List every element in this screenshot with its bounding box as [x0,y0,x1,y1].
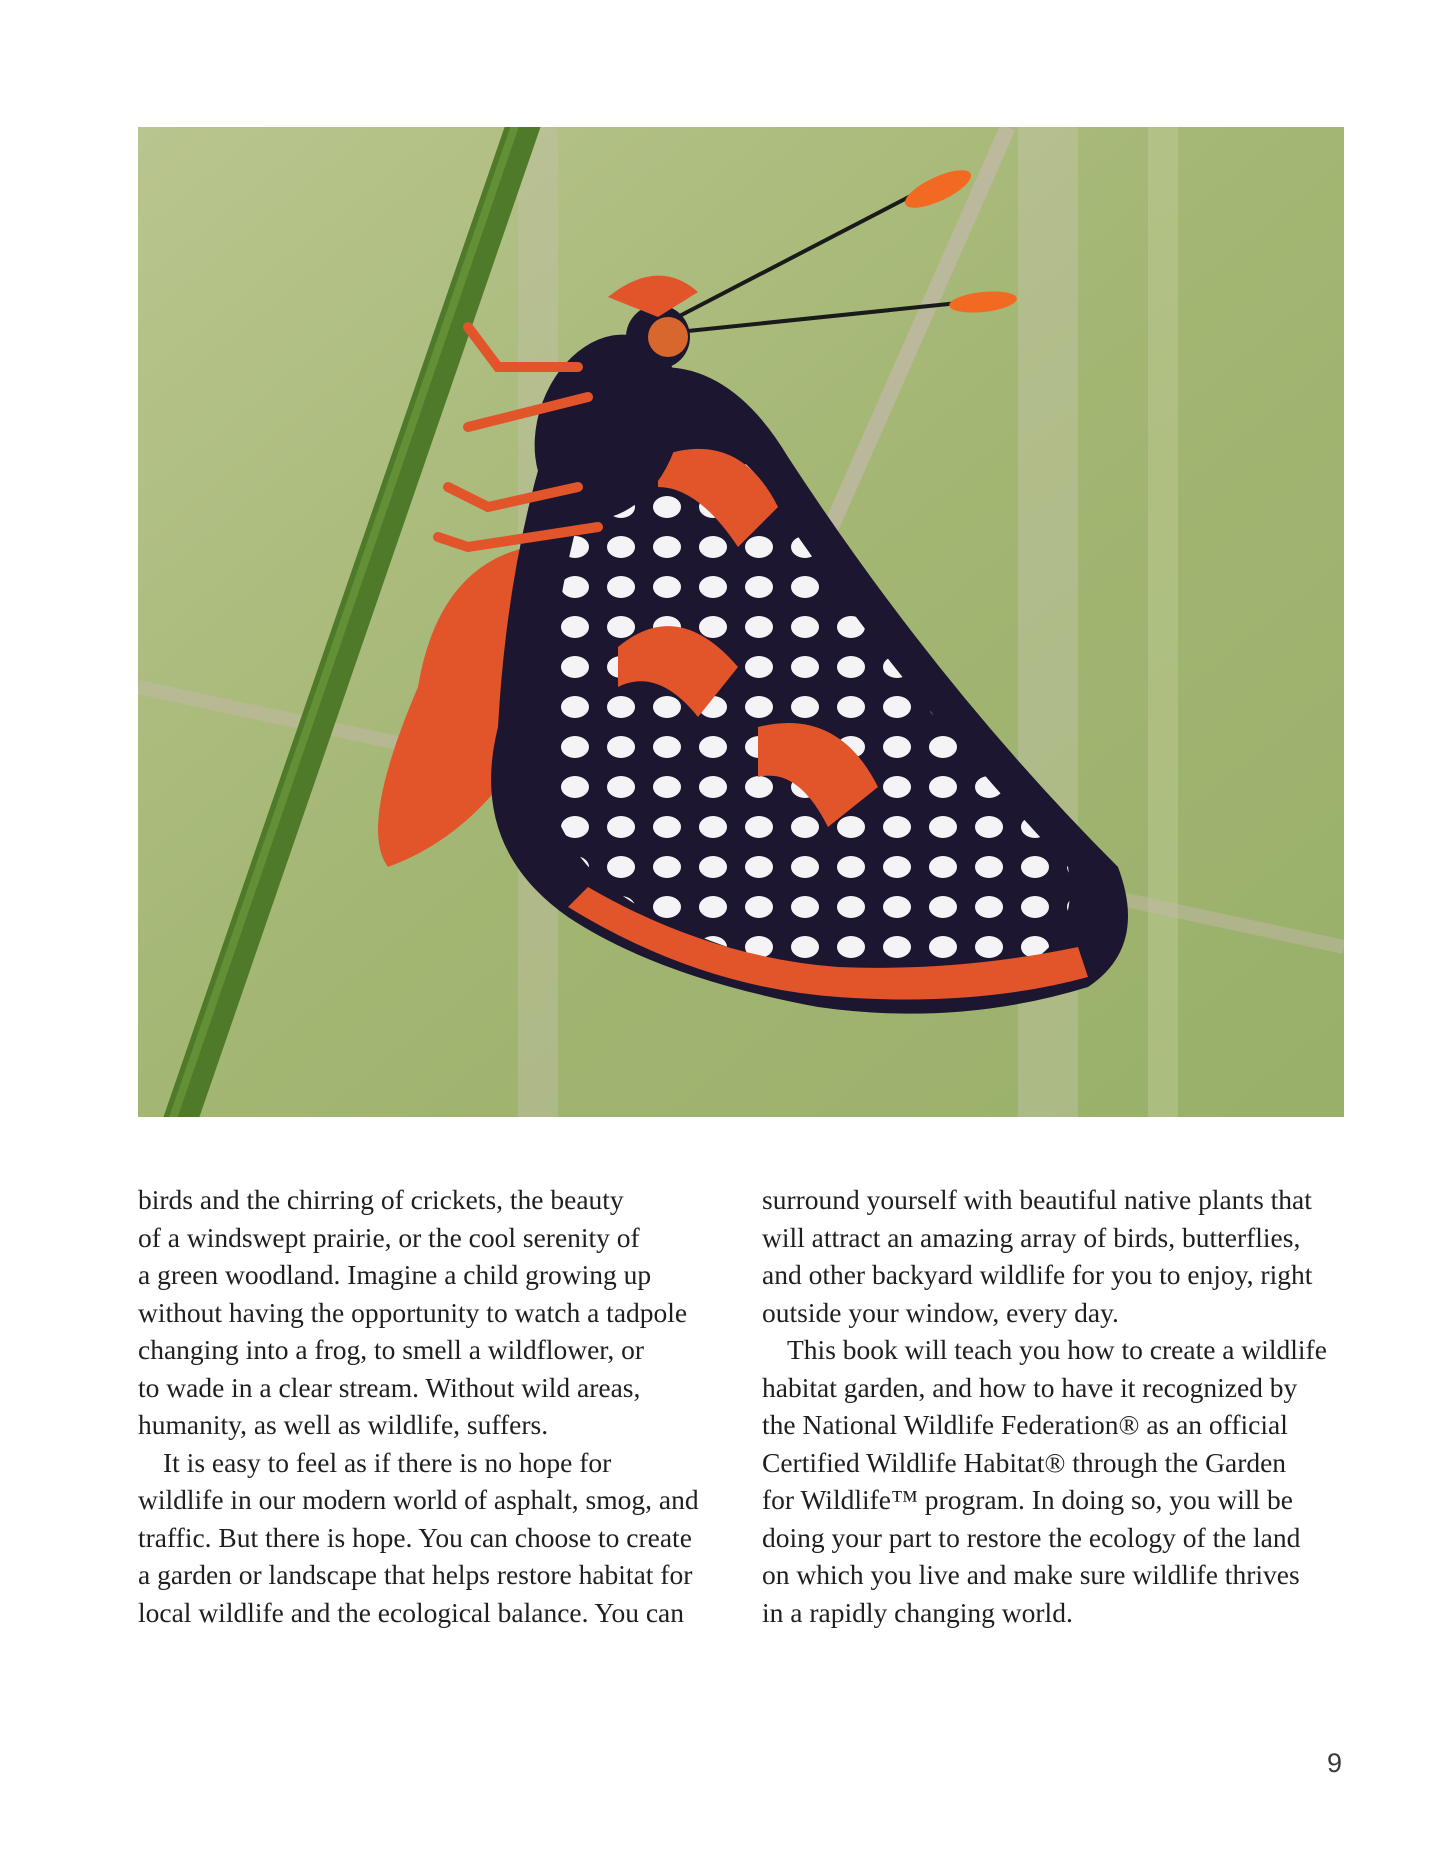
text-line: to wade in a clear stream. Without wild areas, [138,1371,641,1403]
paragraph [138,1444,738,1632]
text-line: doing your part to restore the ecology of the land [762,1521,1301,1553]
text-line: Certified Wildlife Habitat® through the Garden [762,1446,1287,1478]
text-line: will attract an amazing array of birds, butterflies, [762,1221,1301,1253]
text-line: of a windswept prairie, or the cool serenity of [138,1221,640,1253]
text-line: wildlife in our modern world of asphalt, smog, and [138,1484,699,1515]
text-line: humanity, as well as wildlife, suffers. [138,1409,549,1440]
text-line: the National Wildlife Federation® as an official [762,1409,1288,1440]
text-column-right [762,1181,1362,1631]
text-line: It is easy to feel as if there is no hope for [163,1446,612,1478]
text-line: for Wildlife™ program. In doing so, you will be [762,1484,1293,1515]
paragraph [762,1181,1362,1331]
text-line: a green woodland. Imagine a child growing up [138,1259,652,1290]
butterfly-photo [138,127,1344,1117]
text-line: traffic. But there is hope. You can choose to create [138,1521,692,1553]
text-line: This book will teach you how to create a wildlife [787,1334,1327,1365]
text-column-left [138,1181,738,1631]
text-line: and other backyard wildlife for you to enjoy, right [762,1259,1313,1290]
text-line: birds and the chirring of crickets, the beauty [138,1184,624,1215]
paragraph [138,1181,738,1444]
text-line: local wildlife and the ecological balance. You can [138,1596,684,1628]
text-line: without having the opportunity to watch a tadpole [138,1296,688,1328]
paragraph [762,1331,1362,1631]
page-number: 9 [1326,1748,1343,1778]
text-line: habitat garden, and how to have it recognized by [762,1371,1298,1403]
text-line: on which you live and make sure wildlife thrives [762,1559,1300,1590]
text-line: a garden or landscape that helps restore habitat for [138,1559,693,1590]
text-line: outside your window, every day. [762,1296,1119,1328]
text-line: in a rapidly changing world. [762,1596,1073,1628]
butterfly-illustration [138,127,1344,1117]
text-line: changing into a frog, to smell a wildflower, or [138,1334,644,1365]
text-line: surround yourself with beautiful native plants that [762,1184,1312,1215]
